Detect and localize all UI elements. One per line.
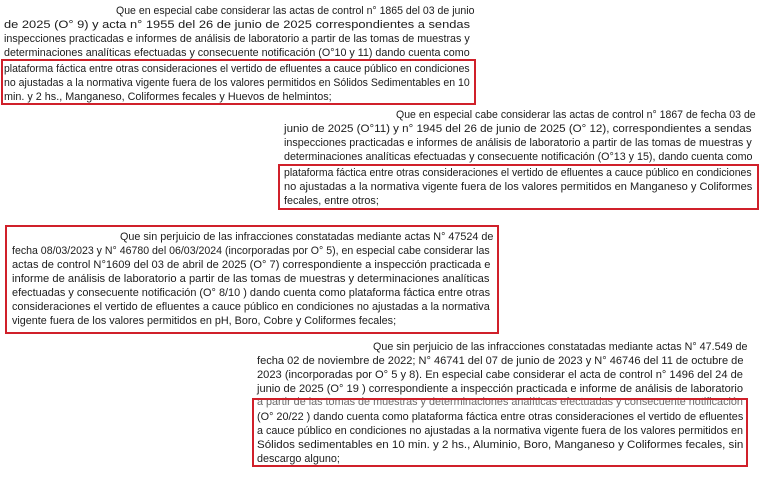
paragraph-line: fecha 08/03/2023 y N° 46780 del 06/03/2024 (incorporadas por O° 5), en especial cabe considerar las — [12, 245, 490, 257]
paragraph-line: Que sin perjuicio de las infracciones constatadas mediante actas N° 47.549 de — [373, 341, 748, 353]
paragraph-line: Que en especial cabe considerar las actas de control n° 1865 del 03 de junio — [116, 5, 475, 17]
paragraph-line: a partir de las tomas de muestras y determinaciones analíticas efectuadas y consecuente notificación — [257, 396, 743, 408]
paragraph-line: junio de 2025 (O°11) y n° 1945 del 26 de junio de 2025 (O° 12), correspondientes a sendas — [284, 123, 752, 135]
highlight-box — [5, 225, 499, 334]
highlight-box — [1, 59, 476, 105]
paragraph-line: 2023 (incorporadas por O° 5 y 8). En especial cabe considerar el acta de control n° 1496 del 24 de — [257, 369, 743, 381]
paragraph-line: actas de control N°1609 del 03 de abril de 2025 (O° 7) correspondiente a inspección practicada e — [12, 259, 491, 271]
paragraph-line: plataforma fáctica entre otras consideraciones el vertido de efluentes a cauce público en condiciones — [284, 167, 752, 179]
paragraph-line: informe de análisis de laboratorio a partir de las tomas de muestras y determinaciones analíticas — [12, 273, 490, 285]
paragraph-line: determinaciones analíticas efectuadas y consecuente notificación (O°13 y 15), dando cuenta como — [284, 151, 753, 163]
paragraph-line: Que sin perjuicio de las infracciones constatadas mediante actas N° 47524 de — [120, 231, 494, 243]
paragraph-line: Que en especial cabe considerar las actas de control n° 1867 de fecha 03 de — [396, 109, 756, 121]
paragraph-line: inspecciones practicadas e informes de análisis de laboratorio a partir de las tomas de muestras y — [4, 33, 470, 45]
paragraph-line: determinaciones analíticas efectuadas y consecuente notificación (O°10 y 11) dando cuenta como — [4, 47, 470, 59]
paragraph-line: min. y 2 hs., Manganeso, Coliformes fecales y Huevos de helmintos; — [4, 91, 332, 103]
highlight-box — [252, 398, 748, 467]
paragraph-line: vigente fuera de los valores permitidos en pH, Boro, Cobre y Coliformes fecales; — [12, 315, 397, 327]
paragraph-line: (O° 20/22 ) dando cuenta como plataforma fáctica entre otras consideraciones el vertido de efluentes — [257, 411, 744, 423]
paragraph-line: fecha 02 de noviembre de 2022; N° 46741 del 07 de junio de 2023 y N° 46746 del 11 de octubre de — [257, 355, 744, 367]
paragraph-line: no ajustadas a la normativa vigente fuera de los valores permitidos en Sólidos Sedimentables en 10 — [4, 77, 470, 89]
paragraph-line: fecales, entre otros; — [284, 195, 379, 207]
paragraph-line: descargo alguno; — [257, 453, 340, 465]
paragraph-line: plataforma fáctica entre otras consideraciones el vertido de efluentes a cauce público en condiciones — [4, 63, 470, 75]
paragraph-line: efectuadas y consecuente notificación (O° 8/10 ) dando cuenta como plataforma fáctica entre otras — [12, 287, 491, 299]
paragraph-line: no ajustadas a la normativa vigente fuera de los valores permitidos en Manganeso y Coliformes — [284, 181, 753, 193]
paragraph-line: inspecciones practicadas e informes de análisis de laboratorio a partir de las tomas de muestras y — [284, 137, 752, 149]
paragraph-line: Sólidos sedimentables en 10 min. y 2 hs., Aluminio, Boro, Manganeso y Coliformes fecales, sin — [257, 439, 744, 451]
paragraph-line: consideraciones el vertido de efluentes a cauce público en condiciones no ajustadas a la normativa — [12, 301, 490, 313]
highlight-box — [278, 164, 759, 210]
paragraph-line: junio de 2025 (O° 19 ) correspondiente a inspección practicada e informe de análisis de laboratorio — [257, 383, 744, 395]
paragraph-line: a cauce público en condiciones no ajustadas a la normativa vigente fuera de los valores permitidos en — [257, 425, 743, 437]
paragraph-line: de 2025 (O° 9) y acta n° 1955 del 26 de junio de 2025 correspondientes a sendas — [4, 19, 470, 31]
